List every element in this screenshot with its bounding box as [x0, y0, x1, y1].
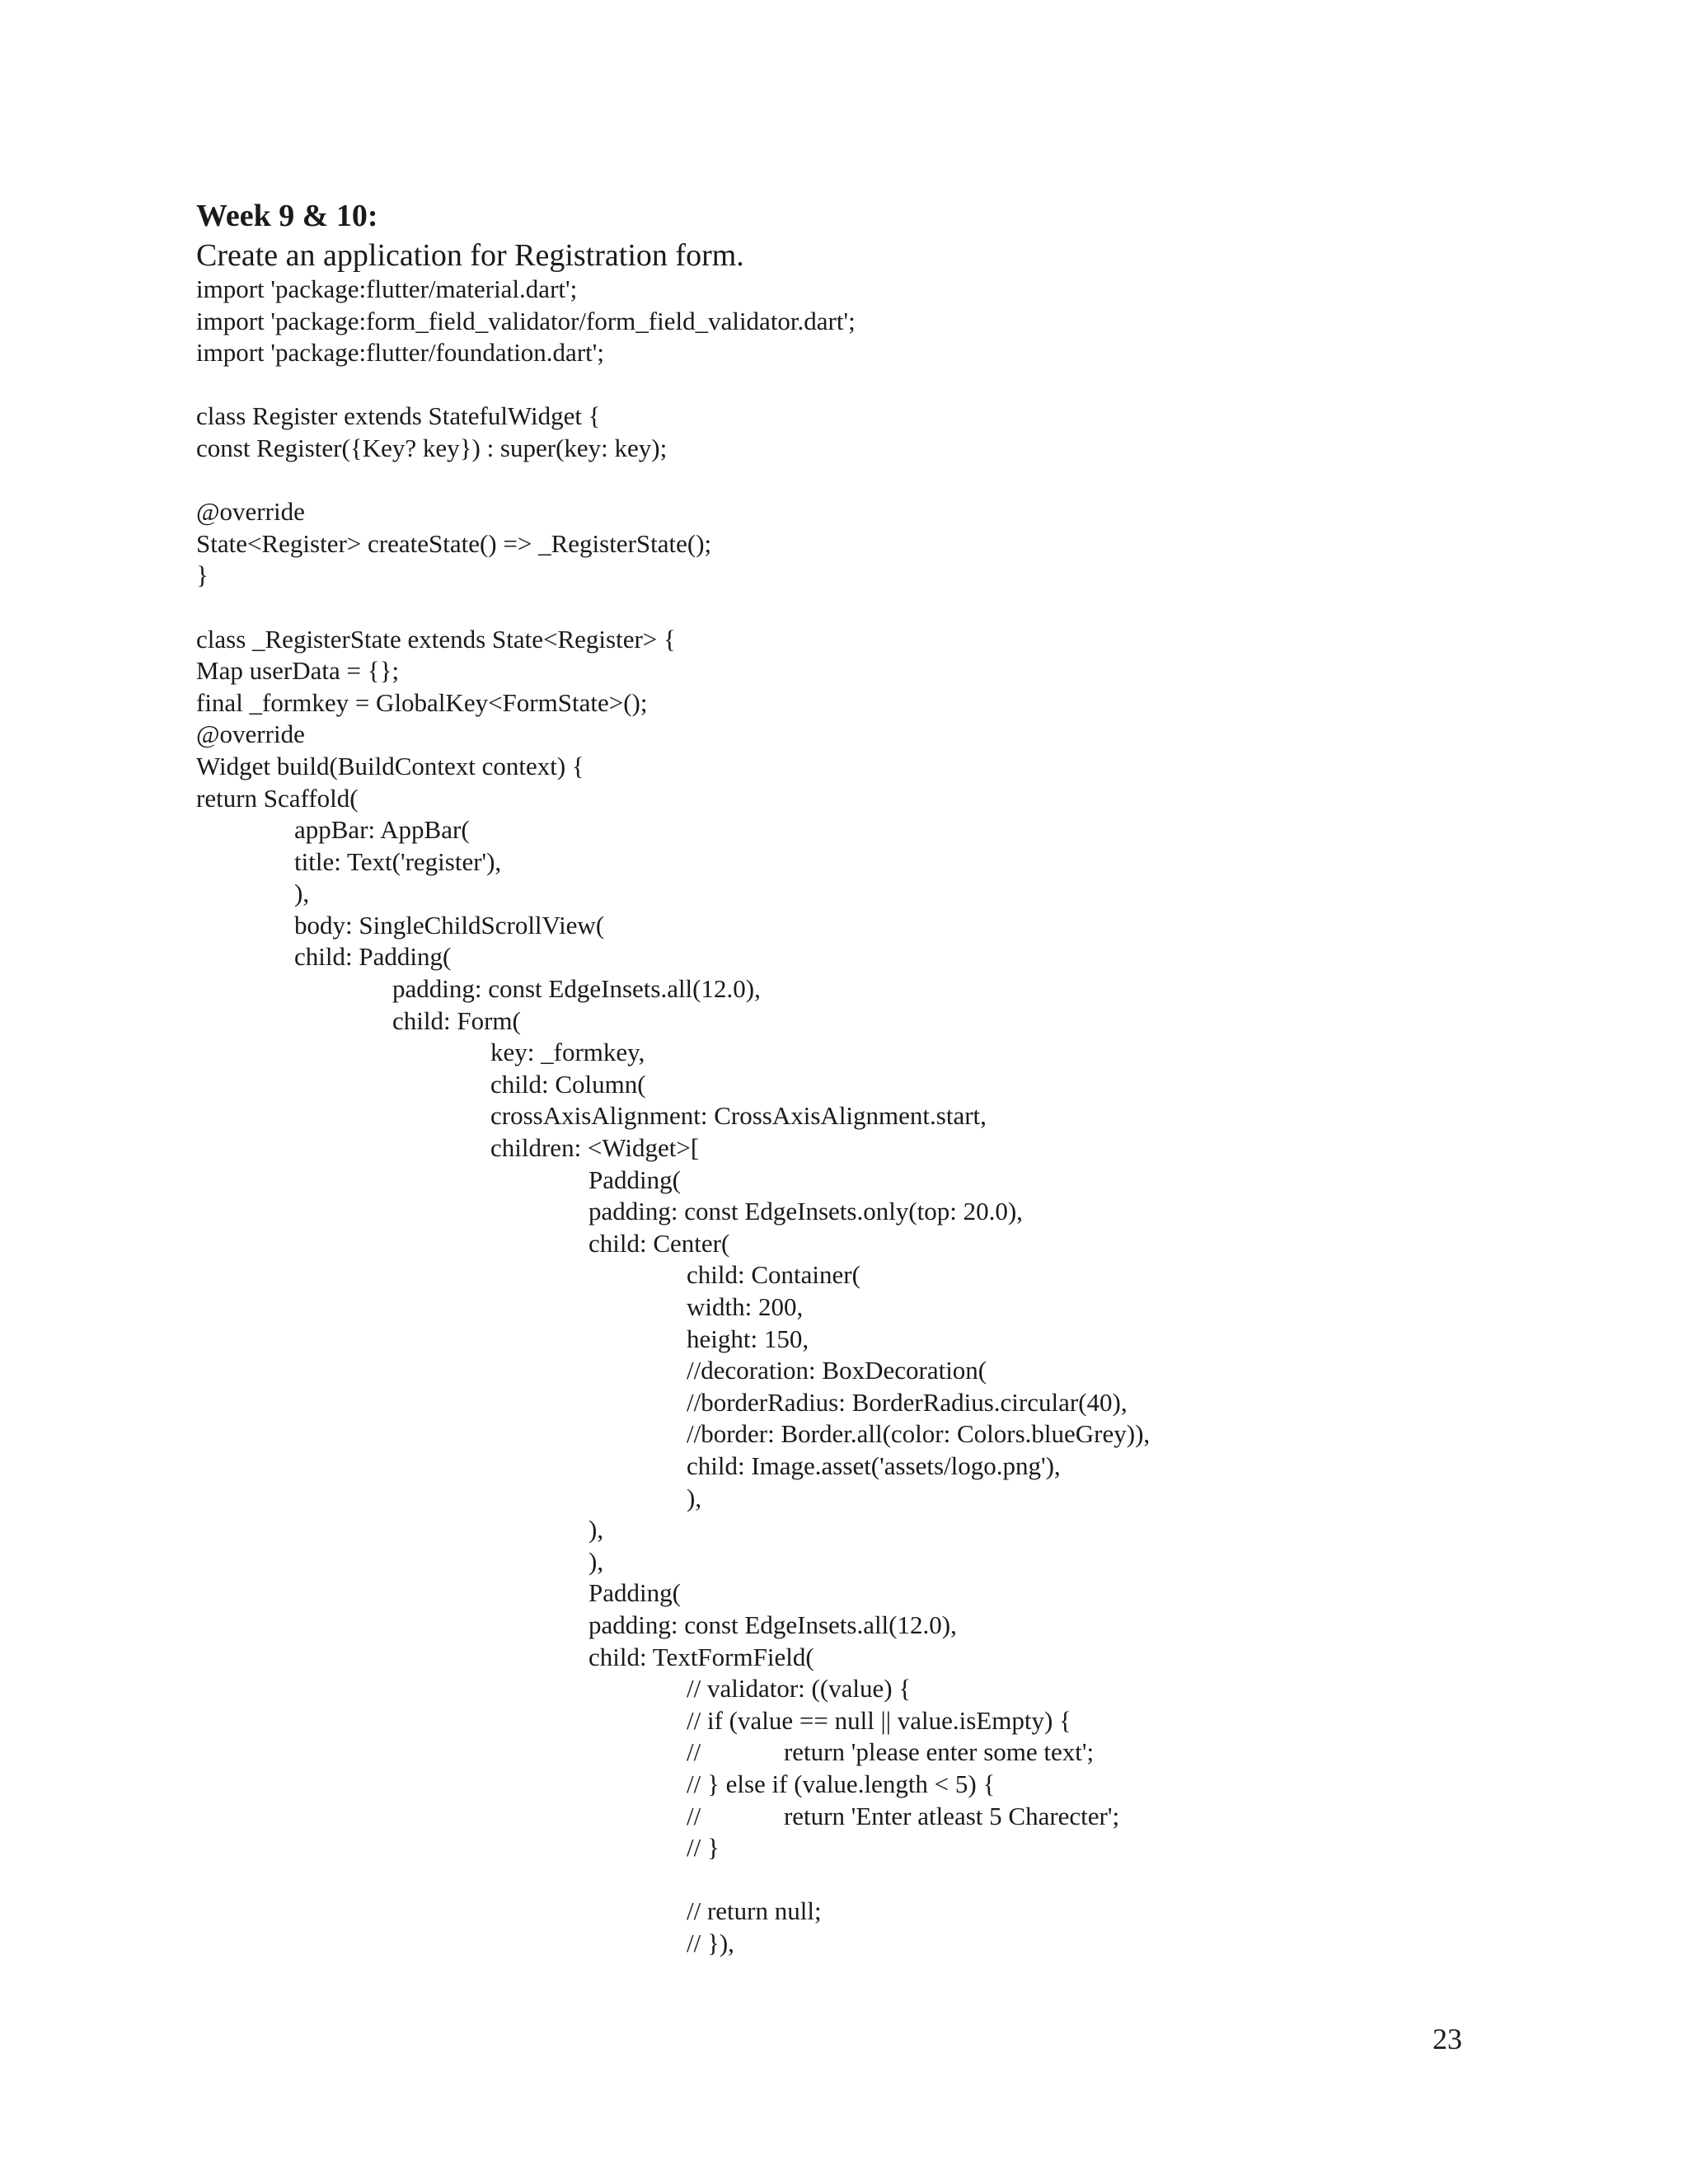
code-line: const Register({Key? key}) : super(key: key); — [196, 433, 668, 462]
code-line: } — [196, 560, 209, 590]
code-line: ), — [588, 1546, 604, 1576]
code-line: ), — [588, 1515, 604, 1544]
code-line: import 'package:flutter/material.dart'; — [196, 274, 578, 303]
code-line: height: 150, — [687, 1324, 809, 1353]
page-number: 23 — [1432, 2022, 1462, 2055]
code-line: @override — [196, 719, 305, 749]
code-line: child: Image.asset('assets/logo.png'), — [687, 1451, 1061, 1480]
code-line: child: Center( — [588, 1228, 730, 1258]
code-line: child: TextFormField( — [588, 1642, 814, 1671]
code-line: key: _formkey, — [490, 1038, 645, 1067]
code-line: // return 'Enter atleast 5 Charecter'; — [687, 1801, 1120, 1830]
code-line: padding: const EdgeInsets.only(top: 20.0), — [588, 1197, 1023, 1226]
code-line: child: Column( — [490, 1069, 646, 1099]
code-line: //borderRadius: BorderRadius.circular(40), — [687, 1387, 1128, 1417]
code-line: ), — [687, 1483, 702, 1512]
code-line: //border: Border.all(color: Colors.blueGrey)), — [687, 1419, 1151, 1449]
code-line: appBar: AppBar( — [294, 815, 470, 845]
code-listing — [196, 274, 1150, 1959]
code-line: Padding( — [588, 1578, 681, 1608]
code-line: // }), — [687, 1928, 734, 1957]
code-line: Map userData = {}; — [196, 656, 400, 686]
code-line: // return 'please enter some text'; — [687, 1737, 1095, 1767]
code-line: final _formkey = GlobalKey<FormState>(); — [196, 687, 648, 717]
code-line: import 'package:form_field_validator/form_field_validator.dart'; — [196, 306, 856, 335]
code-line: // if (value == null || value.isEmpty) { — [687, 1705, 1071, 1735]
code-line: // return null; — [687, 1896, 822, 1926]
code-line: //decoration: BoxDecoration( — [687, 1356, 987, 1385]
code-line: body: SingleChildScrollView( — [294, 910, 605, 940]
section-subtitle: Create an application for Registration form. — [196, 238, 744, 273]
code-line: return Scaffold( — [196, 783, 359, 813]
code-line: title: Text('register'), — [294, 846, 502, 876]
code-line: Widget build(BuildContext context) { — [196, 751, 584, 780]
code-line: State<Register> createState() => _RegisterState(); — [196, 528, 712, 558]
code-line — [196, 369, 1150, 401]
code-line: import 'package:flutter/foundation.dart'; — [196, 338, 604, 368]
code-line: width: 200, — [687, 1292, 804, 1321]
code-line: children: <Widget>[ — [490, 1133, 700, 1163]
code-line — [196, 592, 1150, 624]
code-line: ), — [294, 879, 310, 908]
code-line: padding: const EdgeInsets.all(12.0), — [588, 1610, 957, 1639]
code-line: crossAxisAlignment: CrossAxisAlignment.start, — [490, 1101, 987, 1131]
code-line: child: Padding( — [294, 942, 452, 972]
code-line: Padding( — [588, 1165, 681, 1194]
code-line: // } — [687, 1833, 720, 1863]
section-heading: Week 9 & 10: — [196, 199, 378, 233]
code-line: padding: const EdgeInsets.all(12.0), — [392, 974, 761, 1004]
code-line: // } else if (value.length < 5) { — [687, 1769, 996, 1798]
code-line: class _RegisterState extends State<Register> { — [196, 624, 676, 654]
code-line: class Register extends StatefulWidget { — [196, 401, 601, 431]
code-line: @override — [196, 497, 305, 527]
code-line: child: Container( — [687, 1260, 860, 1290]
code-line: // validator: ((value) { — [687, 1674, 912, 1704]
code-line: child: Form( — [392, 1005, 521, 1035]
code-line — [196, 1864, 1150, 1896]
code-line — [196, 465, 1150, 497]
